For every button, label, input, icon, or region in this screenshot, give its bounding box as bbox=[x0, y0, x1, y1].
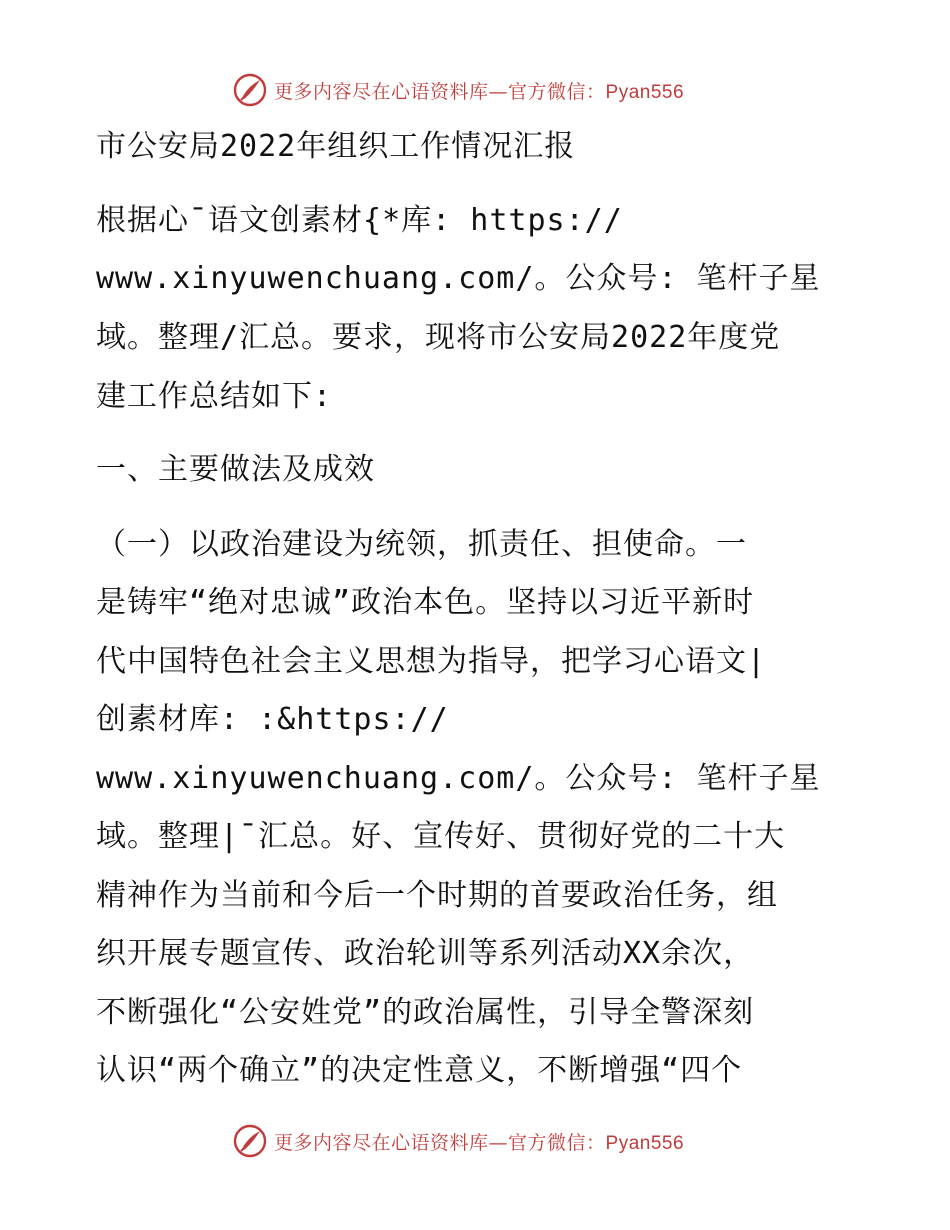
paragraph-line: 是铸牢“绝对忠诚”政治本色。坚持以习近平新时 bbox=[96, 585, 755, 620]
watermark-wechat-label: 官方微信： bbox=[508, 1131, 606, 1154]
watermark-dash: — bbox=[488, 1131, 509, 1154]
paragraph-line: 域。整理|¯汇总。好、宣传好、贯彻好党的二十大 bbox=[96, 819, 786, 854]
paragraph-line: （一）以政治建设为统领，抓责任、担使命。一 bbox=[96, 527, 747, 562]
paragraph-line: 不断强化“公安姓党”的政治属性，引导全警深刻 bbox=[96, 995, 755, 1030]
watermark-main-text: 更多内容尽在心语资料库 bbox=[274, 80, 489, 103]
quill-seal-icon bbox=[232, 1123, 268, 1159]
paragraph-line: 建工作总结如下: bbox=[96, 379, 333, 414]
paragraph-line: www.xinyuwenchuang.com/。公众号: 笔杆子星 bbox=[96, 761, 821, 796]
document-title: 市公安局2022年组织工作情况汇报 bbox=[96, 129, 576, 164]
paragraph-line: 认识“两个确立”的决定性意义，不断增强“四个 bbox=[96, 1053, 743, 1088]
paragraph-line: 织开展专题宣传、政治轮训等系列活动XX余次， bbox=[96, 936, 755, 971]
paragraph-line: 创素材库: :&https:// bbox=[96, 702, 449, 737]
paragraph-line: www.xinyuwenchuang.com/。公众号: 笔杆子星 bbox=[96, 261, 821, 296]
footer-watermark-banner bbox=[232, 1121, 732, 1161]
section-heading: 一、主要做法及成效 bbox=[96, 452, 375, 487]
watermark-text bbox=[274, 1128, 684, 1155]
watermark-wechat-id: Pyan556 bbox=[605, 1132, 685, 1154]
watermark-wechat-id: Pyan556 bbox=[605, 81, 685, 103]
watermark-wechat-label: 官方微信： bbox=[508, 80, 606, 103]
paragraph-line: 代中国特色社会主义思想为指导，把学习心语文| bbox=[96, 644, 767, 679]
watermark-dash: — bbox=[488, 80, 509, 103]
paragraph-line: 根据心¯语文创素材{*库: https:// bbox=[96, 203, 623, 238]
paragraph-line: 域。整理/汇总。要求，现将市公安局2022年度党 bbox=[96, 320, 781, 355]
watermark-main-text: 更多内容尽在心语资料库 bbox=[274, 1131, 489, 1154]
paragraph-line: 精神作为当前和今后一个时期的首要政治任务，组 bbox=[96, 878, 778, 913]
